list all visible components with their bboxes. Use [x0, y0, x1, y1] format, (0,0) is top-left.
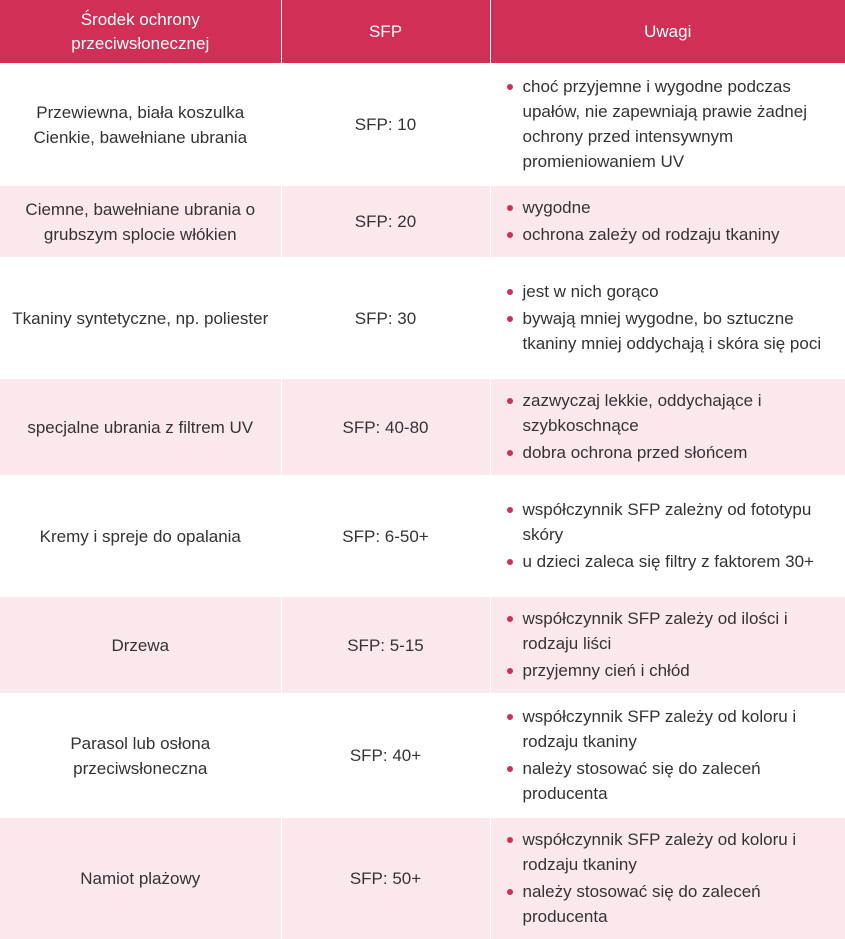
notes-list: [505, 195, 832, 247]
table-row: [0, 817, 845, 939]
list-item: [505, 388, 832, 438]
list-item: [505, 549, 832, 574]
protection-method-cell: [0, 476, 281, 596]
notes-cell: [490, 817, 845, 939]
sfp-value: SFP: 10: [281, 64, 490, 185]
notes-cell: [490, 476, 845, 596]
sfp-value: SFP: 50+: [281, 817, 490, 939]
header-sfp: SFP: [281, 0, 490, 64]
note-text: należy stosować się do zaleceń producenta: [522, 759, 761, 803]
note-text: bywają mniej wygodne, bo sztuczne tkaniny mniej oddychają i skóra się poci: [522, 309, 822, 353]
bullet-icon: [507, 84, 513, 90]
protection-method-cell: [0, 817, 281, 939]
note-text: ochrona zależy od rodzaju tkaniny: [522, 225, 780, 244]
bullet-icon: [507, 766, 513, 772]
protection-method-name: Kremy i spreje do opalania: [39, 526, 241, 546]
protection-method-name: Namiot plażowy: [80, 869, 201, 888]
table-row: [0, 64, 845, 185]
bullet-icon: [507, 232, 513, 238]
list-item: [505, 606, 832, 656]
notes-cell: [490, 694, 845, 817]
notes-list: [505, 606, 832, 683]
bullet-icon: [507, 450, 513, 456]
notes-cell: [490, 185, 845, 258]
notes-list: [505, 388, 832, 465]
protection-method-name: Ciemne, bawełniane ubrania o grubszym splocie włókien: [25, 199, 256, 244]
protection-method-cell: [0, 185, 281, 258]
protection-method-cell: [0, 258, 281, 378]
protection-method-name: Cienkie, bawełniane ubrania: [33, 127, 248, 147]
notes-cell: [490, 64, 845, 185]
note-text: wygodne: [522, 198, 591, 217]
bullet-icon: [507, 837, 513, 843]
list-item: [505, 756, 832, 806]
header-notes: Uwagi: [490, 0, 845, 64]
list-item: [505, 704, 832, 754]
protection-method-name: Przewiewna, biała koszulka: [36, 102, 245, 122]
note-text: u dzieci zaleca się filtry z faktorem 30+: [522, 552, 814, 571]
sfp-value: SFP: 6-50+: [281, 476, 490, 596]
bullet-icon: [507, 668, 513, 674]
note-text: dobra ochrona przed słońcem: [522, 443, 748, 462]
protection-method-cell: [0, 64, 281, 185]
note-text: należy stosować się do zaleceń producenta: [522, 882, 761, 926]
header-protection-method: Środek ochrony przeciwsłonecznej: [0, 0, 281, 64]
note-text: współczynnik SFP zależny od fototypu skóry: [522, 500, 812, 544]
notes-list: [505, 827, 832, 929]
list-item: [505, 74, 832, 174]
note-text: jest w nich gorąco: [522, 282, 659, 301]
protection-method-cell: [0, 596, 281, 694]
bullet-icon: [507, 616, 513, 622]
note-text: współczynnik SFP zależy od koloru i rodzaju tkaniny: [522, 830, 797, 874]
bullet-icon: [507, 316, 513, 322]
table-row: [0, 258, 845, 378]
note-text: przyjemny cień i chłód: [522, 661, 690, 680]
notes-list: [505, 279, 832, 356]
protection-method-name: Drzewa: [111, 635, 170, 655]
notes-cell: [490, 596, 845, 694]
note-text: zazwyczaj lekkie, oddychające i szybkoschnące: [522, 391, 762, 435]
sfp-value: SFP: 30: [281, 258, 490, 378]
protection-method-name: Parasol lub osłona przeciwsłoneczna: [70, 733, 211, 778]
notes-cell: [490, 258, 845, 378]
protection-method-name: specjalne ubrania z filtrem UV: [27, 417, 254, 437]
bullet-icon: [507, 714, 513, 720]
list-item: [505, 306, 832, 356]
notes-list: [505, 74, 832, 174]
protection-method-name: Tkaniny syntetyczne, np. poliester: [12, 308, 269, 328]
table-row: [0, 694, 845, 817]
list-item: [505, 658, 832, 683]
note-text: współczynnik SFP zależy od ilości i rodzaju liści: [522, 609, 788, 653]
table-row: [0, 185, 845, 258]
note-text: choć przyjemne i wygodne podczas upałów, nie zapewniają prawie żadnej ochrony przed intensywnym promieniowaniem UV: [522, 77, 807, 171]
bullet-icon: [507, 205, 513, 211]
sfp-value: SFP: 40+: [281, 694, 490, 817]
bullet-icon: [507, 889, 513, 895]
list-item: [505, 279, 832, 304]
notes-cell: [490, 378, 845, 476]
sfp-value: SFP: 20: [281, 185, 490, 258]
list-item: [505, 879, 832, 929]
header-row: [0, 0, 845, 64]
table-row: [0, 378, 845, 476]
protection-method-cell: [0, 378, 281, 476]
table-row: [0, 596, 845, 694]
note-text: współczynnik SFP zależy od koloru i rodzaju tkaniny: [522, 707, 797, 751]
sfp-value: SFP: 5-15: [281, 596, 490, 694]
table-row: [0, 476, 845, 596]
notes-list: [505, 704, 832, 806]
bullet-icon: [507, 398, 513, 404]
bullet-icon: [507, 559, 513, 565]
list-item: [505, 222, 832, 247]
list-item: [505, 497, 832, 547]
list-item: [505, 195, 832, 220]
bullet-icon: [507, 289, 513, 295]
list-item: [505, 440, 832, 465]
list-item: [505, 827, 832, 877]
sfp-value: SFP: 40-80: [281, 378, 490, 476]
notes-list: [505, 497, 832, 574]
bullet-icon: [507, 507, 513, 513]
protection-method-cell: [0, 694, 281, 817]
